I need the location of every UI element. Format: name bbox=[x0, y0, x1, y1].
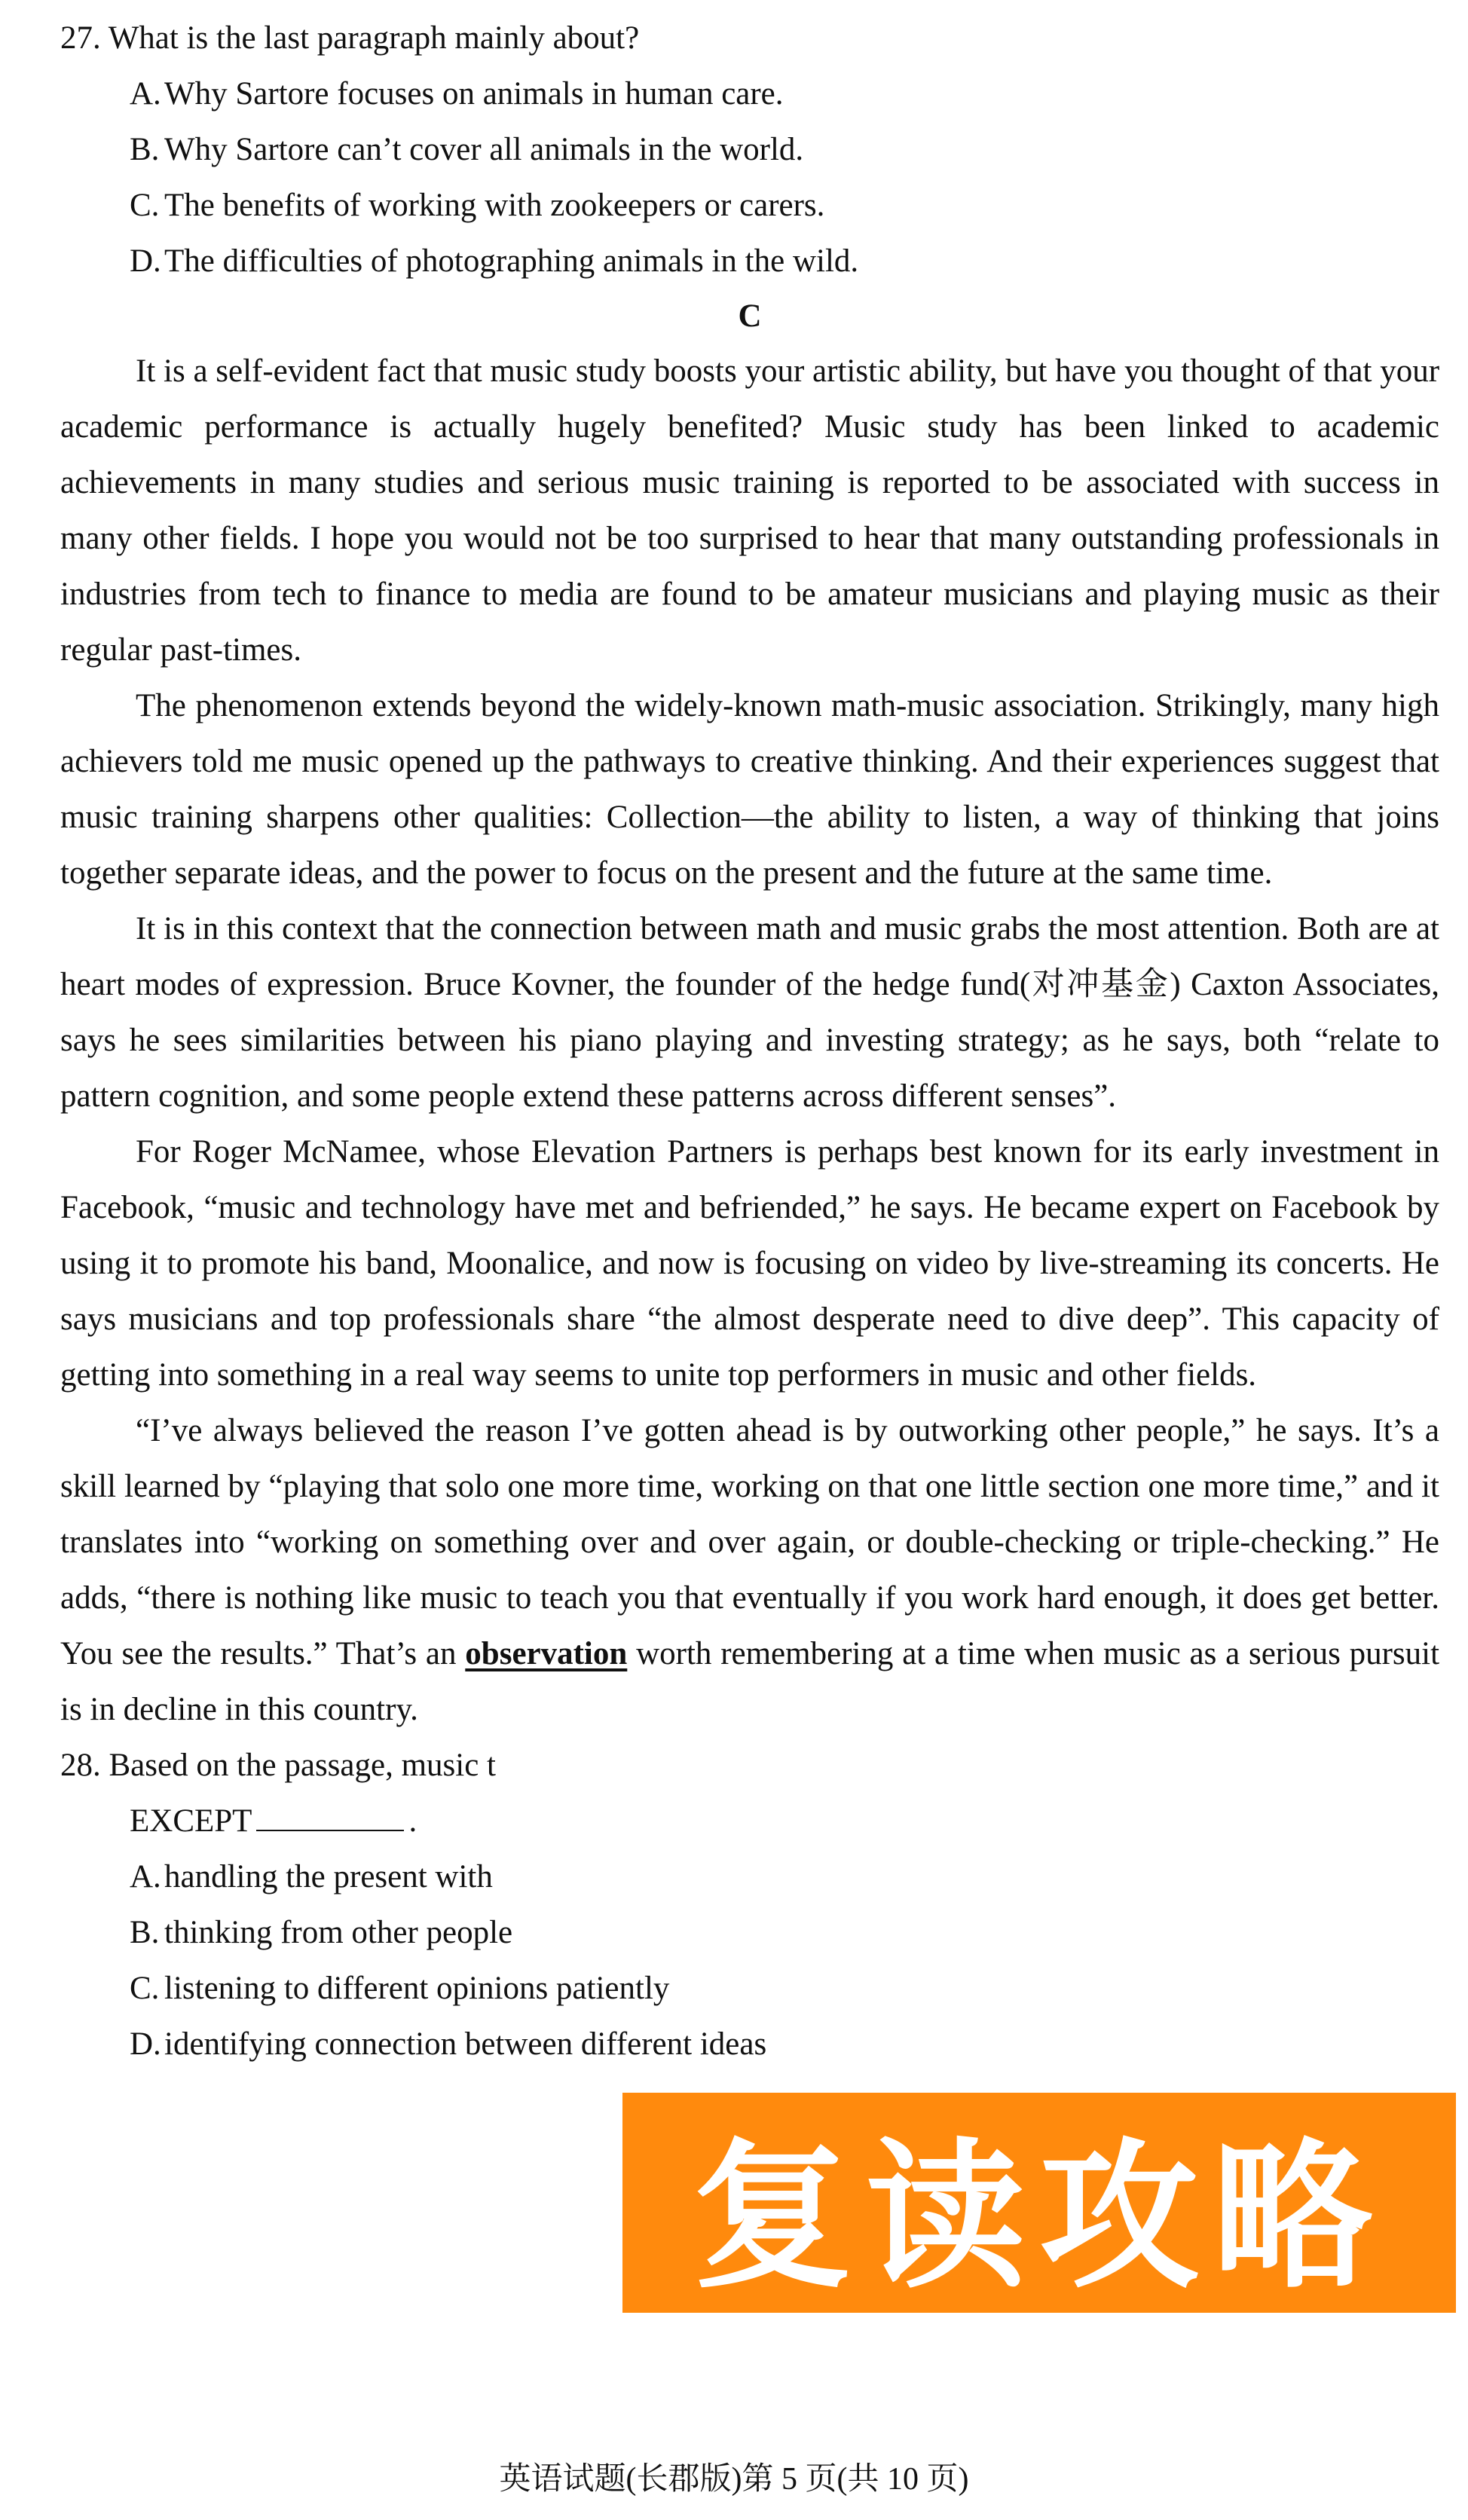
q27-stem: 27. What is the last paragraph mainly about? bbox=[60, 20, 640, 56]
q28-option-d: D.identifying connection between different ideas bbox=[130, 2026, 767, 2062]
q28-option-a: A.handling the present with bbox=[130, 1859, 493, 1895]
passage-paragraph-5: “I’ve always believed the reason I’ve gotten ahead is by outworking other people,” he says. It’s a skill learned by “playing that solo one more time, working on that one little section one more time,” and it translates into “working on something over and over again, or double-checking or triple-checking.” He adds, “there is nothing like music to teach you that eventually if you work hard enough, it does get better. You see the results.” That’s an observation worth remembering at a time when music as a serious pursuit is in decline in this country. bbox=[60, 1413, 1440, 1727]
q28-stem: 28. Based on the passage, music t bbox=[60, 1748, 497, 1783]
answer-blank bbox=[256, 1803, 404, 1831]
underlined-word: observation bbox=[465, 1636, 628, 1671]
q28-option-b: B. thinking from other people bbox=[130, 1915, 513, 1950]
page-footer: 英语试题(长郡版)第 5 页(共 10 页) bbox=[499, 2462, 969, 2497]
watermark-banner: 复读攻略 bbox=[622, 2093, 1456, 2313]
q27-option-d: D.The difficulties of photographing animals in the wild. bbox=[130, 243, 859, 279]
passage-paragraph-1: It is a self-evident fact that music study boosts your artistic ability, but have you thought of that your academic performance is actually hugely benefited? Music study has been linked to academic achievements in many studies and serious music training is reported to be associated with success in many other fields. I hope you would not be too surprised to hear that many outstanding professionals in industries from tech to finance to media are found to be amateur musicians and playing music as their regular past-times. bbox=[60, 353, 1440, 668]
q27-option-b: B. Why Sartore can’t cover all animals in the world. bbox=[130, 132, 804, 167]
passage-paragraph-3: It is in this context that the connection between math and music grabs the most attention. Both are at heart modes of expression. Bruce Kovner, the founder of the hedge fund(对冲基金) Caxton Associates, says he sees similarities between his piano playing and investing strategy; as he says, both “relate to pattern cognition, and some people extend these patterns across different senses”. bbox=[60, 911, 1439, 1114]
section-heading: C bbox=[738, 298, 762, 334]
passage-paragraph-4: For Roger McNamee, whose Elevation Partners is perhaps best known for its early investment in Facebook, “music and technology have met and befriended,” he says. He became expert on Facebook by using it to promote his band, Moonalice, and now is focusing on video by live-streaming its concerts. He says musicians and top professionals share “the almost desperate need to dive deep”. This capacity of getting into something in a real way seems to unite top performers in music and other fields. bbox=[60, 1134, 1439, 1393]
q27-option-c: C. The benefits of working with zookeepers or carers. bbox=[130, 188, 825, 223]
passage-paragraph-2: The phenomenon extends beyond the widely-known math-music association. Strikingly, many high achievers told me music opened up the pathways to creative thinking. And their experiences suggest that music training sharpens other qualities: Collection—the ability to listen, a way of thinking that joins together separate ideas, and the power to focus on the present and the future at the same time. bbox=[60, 688, 1439, 891]
q28-option-c: C. listening to different opinions patiently bbox=[130, 1971, 670, 2006]
q28-stem-line2: EXCEPT . bbox=[130, 1803, 417, 1839]
q27-option-a: A.Why Sartore focuses on animals in human care. bbox=[130, 76, 784, 112]
exam-page bbox=[60, 11, 1439, 2072]
